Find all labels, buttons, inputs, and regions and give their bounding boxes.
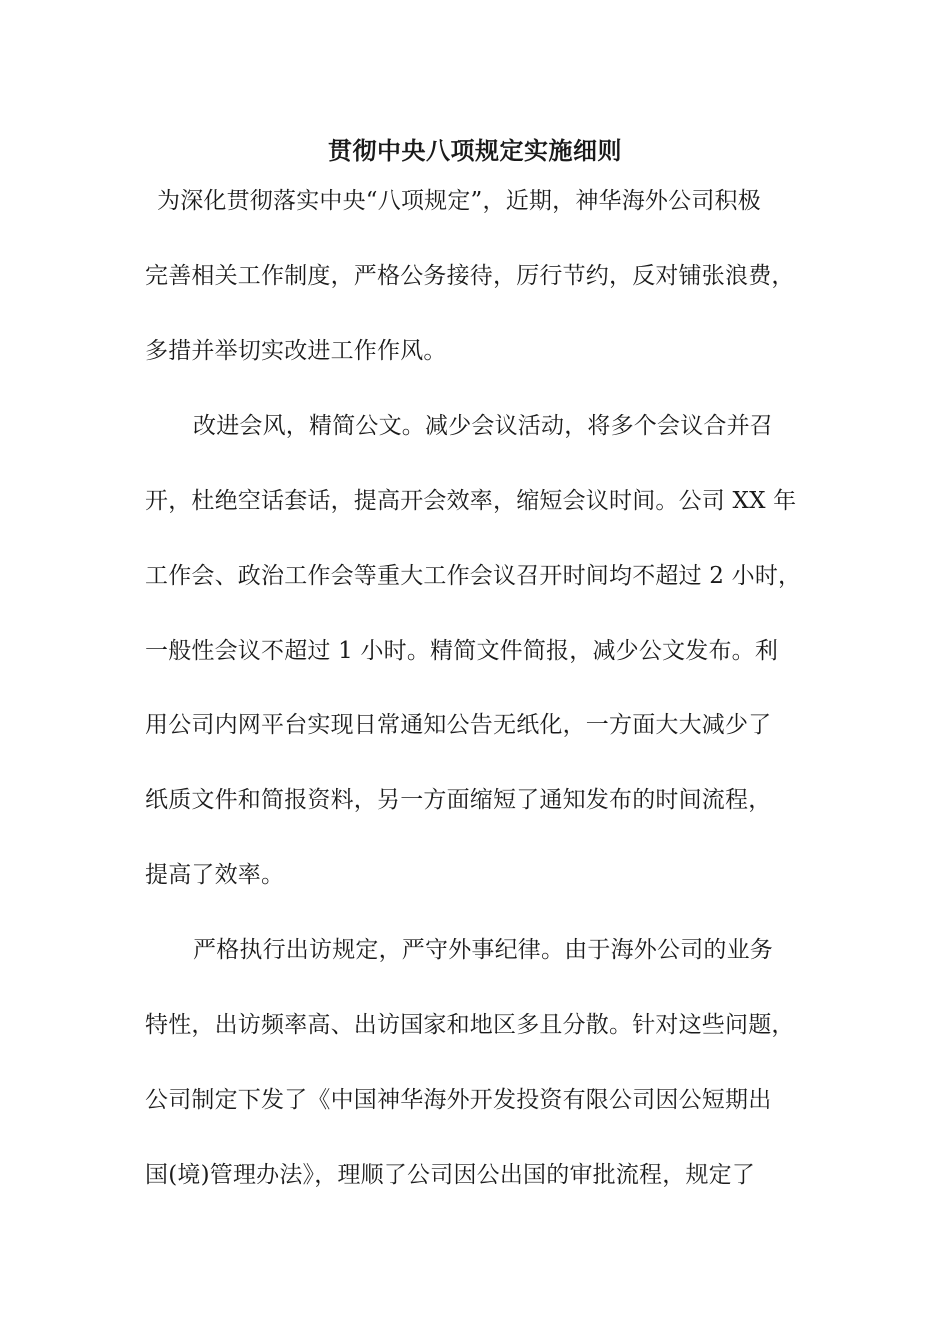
- paragraph-line: 工作会、政治工作会等重大工作会议召开时间均不超过 2 小时，: [145, 563, 802, 589]
- paragraph-line: 提高了效率。: [145, 862, 285, 888]
- paragraph-line: 开，杜绝空话套话，提高开会效率，缩短会议时间。公司 XX 年: [145, 488, 797, 514]
- paragraph-line: 纸质文件和简报资料，另一方面缩短了通知发布的时间流程，: [145, 787, 772, 813]
- paragraph-line: 完善相关工作制度，严格公务接待，厉行节约，反对铺张浪费，: [145, 263, 795, 289]
- paragraph-line: 公司制定下发了《中国神华海外开发投资有限公司因公短期出: [145, 1087, 772, 1113]
- document-title: 贯彻中央八项规定实施细则: [328, 136, 622, 165]
- paragraph-line: 特性，出访频率高、出访国家和地区多且分散。针对这些问题，: [145, 1012, 795, 1038]
- paragraph-line: 改进会风，精简公文。减少会议活动，将多个会议合并召: [193, 413, 773, 439]
- paragraph-line: 多措并举切实改进工作作风。: [145, 338, 447, 364]
- paragraph-line: 一般性会议不超过 1 小时。精简文件简报，减少公文发布。利: [145, 638, 779, 664]
- paragraph-line: 严格执行出访规定，严守外事纪律。由于海外公司的业务: [193, 937, 773, 963]
- paragraph-line: 为深化贯彻落实中央“八项规定”，近期，神华海外公司积极: [157, 188, 761, 214]
- paragraph-line: 国(境)管理办法》，理顺了公司因公出国的审批流程，规定了: [145, 1162, 756, 1188]
- paragraph-line: 用公司内网平台实现日常通知公告无纸化，一方面大大减少了: [145, 712, 772, 738]
